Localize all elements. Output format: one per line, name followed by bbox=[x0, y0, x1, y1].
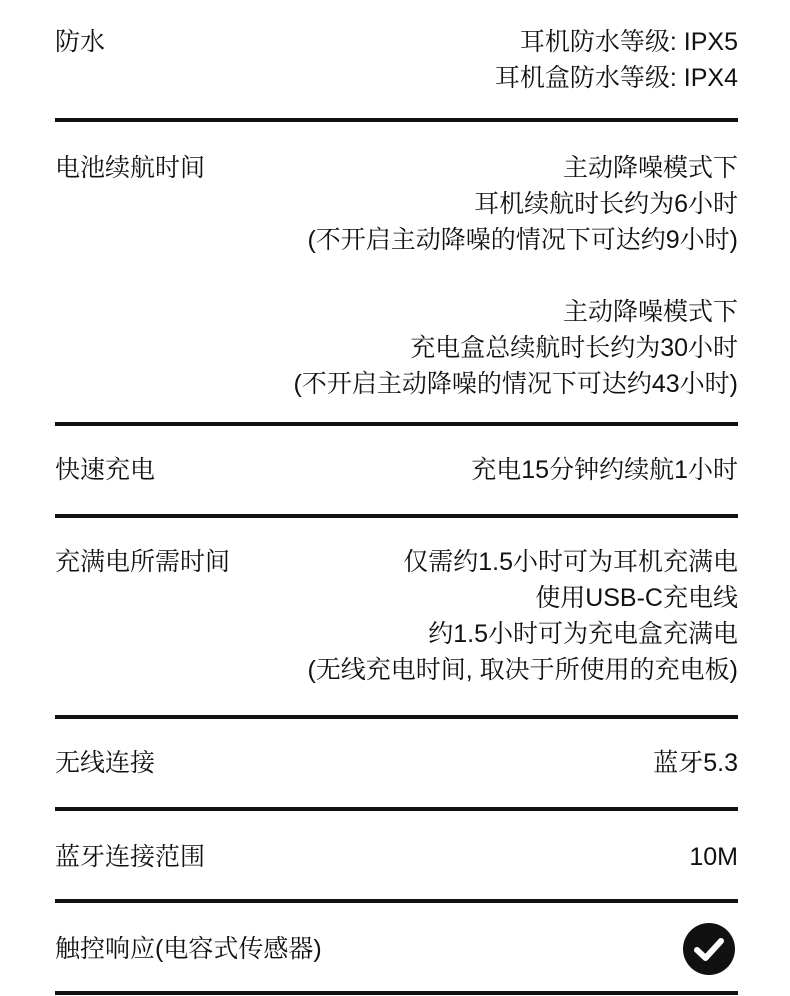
spec-value-line: 主动降噪模式下 bbox=[562, 154, 738, 182]
spec-label-range: 蓝牙连接范围 bbox=[55, 843, 206, 871]
spec-row-touch bbox=[55, 903, 738, 995]
spec-value-line: 蓝牙5.3 bbox=[653, 749, 738, 777]
checkmark-glyph bbox=[683, 923, 735, 975]
spec-value-line: 仅需约1.5小时可为耳机充满电 bbox=[403, 548, 738, 576]
spec-row-battery bbox=[55, 122, 738, 426]
spec-row-fast-charge bbox=[55, 426, 738, 518]
spec-value-line: 耳机盒防水等级: IPX4 bbox=[494, 64, 738, 92]
spec-row-wireless bbox=[55, 719, 738, 811]
spec-label-touch: 触控响应(电容式传感器) bbox=[55, 935, 322, 963]
spec-row-full-charge bbox=[55, 518, 738, 719]
spec-label-battery: 电池续航时间 bbox=[55, 154, 206, 182]
spec-label-wireless: 无线连接 bbox=[55, 749, 156, 777]
spec-value-line: 10M bbox=[689, 843, 738, 871]
spec-label-fast-charge: 快速充电 bbox=[55, 456, 156, 484]
spec-value-waterproof bbox=[495, 24, 738, 96]
spec-value-line: (不开启主动降噪的情况下可达约43小时) bbox=[293, 370, 738, 398]
spec-value-line: 耳机续航时长约为6小时 bbox=[474, 190, 738, 218]
spec-value-wireless bbox=[653, 745, 738, 781]
spec-label-full-charge: 充满电所需时间 bbox=[55, 548, 231, 576]
spec-value-line: 约1.5小时可为充电盒充满电 bbox=[428, 620, 738, 648]
spec-row-waterproof bbox=[55, 0, 738, 122]
spec-table bbox=[55, 0, 738, 995]
spec-value-spacer bbox=[294, 258, 738, 294]
spec-value-line: 耳机防水等级: IPX5 bbox=[519, 28, 738, 56]
spec-value-line: 使用USB-C充电线 bbox=[535, 584, 738, 612]
spec-row-range bbox=[55, 811, 738, 903]
spec-value-line: 充电盒总续航时长约为30小时 bbox=[410, 334, 738, 362]
spec-label-waterproof: 防水 bbox=[55, 28, 106, 56]
spec-value-line: (不开启主动降噪的情况下可达约9小时) bbox=[307, 226, 738, 254]
spec-value-fast-charge bbox=[471, 452, 738, 488]
spec-value-line: 主动降噪模式下 bbox=[562, 298, 738, 326]
spec-value-range bbox=[689, 839, 738, 875]
spec-value-line: 充电15分钟约续航1小时 bbox=[471, 456, 738, 484]
checkmark-circle-icon bbox=[683, 923, 735, 975]
spec-value-full-charge bbox=[307, 544, 738, 688]
spec-value-line: (无线充电时间, 取决于所使用的充电板) bbox=[307, 656, 738, 684]
spec-value-battery bbox=[294, 150, 738, 402]
